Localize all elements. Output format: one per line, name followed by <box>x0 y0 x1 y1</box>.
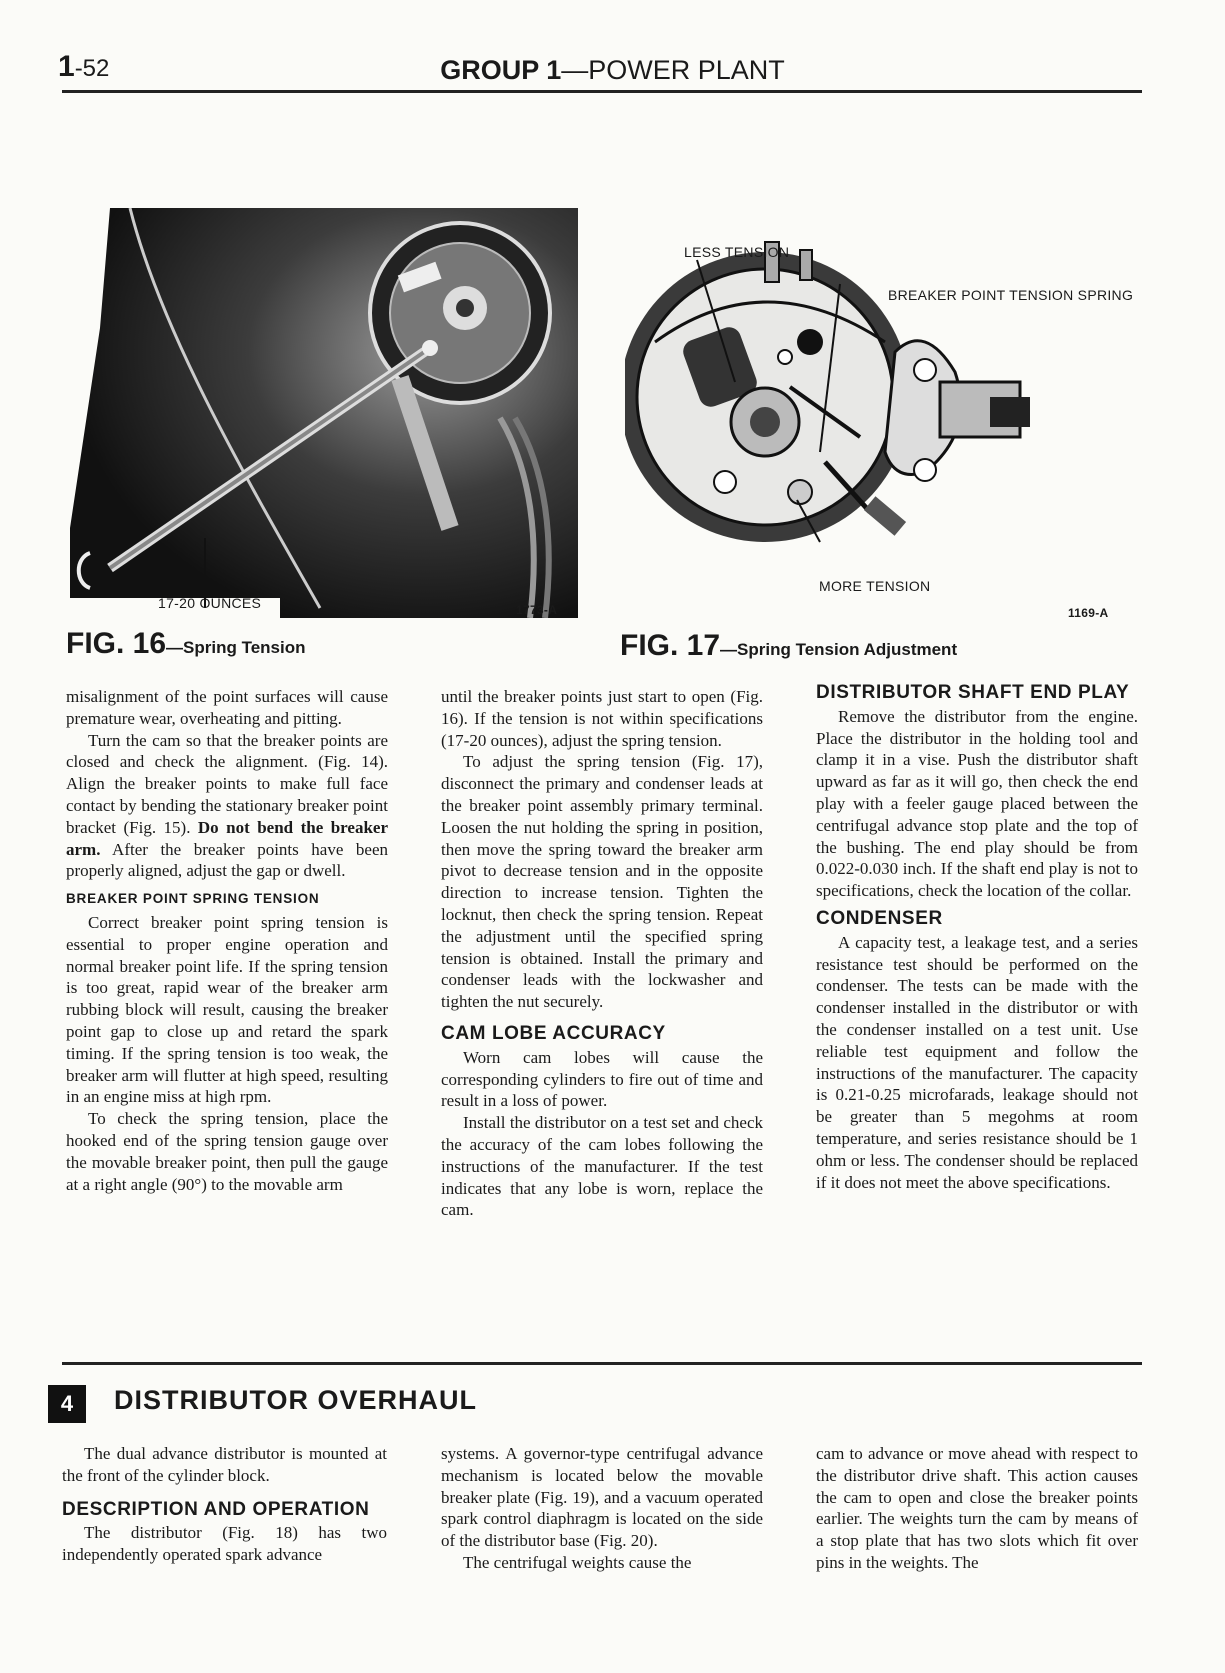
fig16-title: —Spring Tension <box>166 638 306 657</box>
heading-condenser: CONDENSER <box>816 907 943 929</box>
bottom-col3-para-1: cam to advance or move ahead with respect to the distributor drive shaft. This action causes the cam to open and close the breaker points earlier. The weights turn the cam by means of a stop plate that has two slots which fit over pins in the weights. The <box>816 1444 1138 1572</box>
fig16-label-ounces: 17-20 OUNCES <box>158 595 262 611</box>
fig17-label-tension-spring: BREAKER POINT TENSION SPRING <box>888 287 1134 303</box>
group-name: —POWER PLANT <box>561 55 785 85</box>
fig16-code: 1773-A <box>516 603 558 617</box>
header-rule <box>62 90 1142 93</box>
fig16-number: FIG. 16 <box>66 627 167 660</box>
bottom-col1-para-2: The distributor (Fig. 18) has two independently operated spark advance <box>62 1523 387 1565</box>
col2-para-2: To adjust the spring tension (Fig. 17), disconnect the primary and condenser leads at the breaker point assembly primary terminal. Loosen the nut holding the spring in position, then move the spring toward the breaker arm pivot to decrease tension and in the opposite direction to increase tension. Tighten the locknut, then check the spring tension. Repeat the adjustment until the specified spring tension is obtained. Install the primary and condenser leads with the lockwasher and tighten the nut securely. <box>441 752 763 1012</box>
fig17-number: FIG. 17 <box>620 629 721 662</box>
col2-para-4: Install the distributor on a test set and check the accuracy of the cam lobes following the instructions of the manufacturer. If the test indicates that any lobe is worn, replace the cam. <box>441 1113 763 1220</box>
col2-para-3: Worn cam lobes will cause the corresponding cylinders to fire out of time and result in a loss of power. <box>441 1047 763 1111</box>
fig17-title: —Spring Tension Adjustment <box>720 640 958 659</box>
section-rule <box>62 1362 1142 1365</box>
fig17-label-more-tension: MORE TENSION <box>819 578 931 594</box>
bottom-col2-para-2: The centrifugal weights cause the <box>463 1552 692 1572</box>
col1-para-3: Correct breaker point spring tension is essential to proper engine operation and normal breaker point life. If the spring tension is too great, rapid wear of the breaker arm rubbing block will result, causing the breaker point gap to close up and retard the spark timing. If the spring tension is too weak, the breaker arm will flutter at high speed, resulting in an engine miss at high rpm. <box>66 912 388 1107</box>
col2-para-1: until the breaker points just start to open (Fig. 16). If the tension is not within specifications (17-20 ounces), adjust the spring tension. <box>441 687 763 750</box>
col1-para-2a: Turn the cam so that the breaker points are closed and check the alignment. (Fig. 14). Align the breaker points to make full face contact by bending the stationary breaker point bracket (Fig. 15). <box>66 730 388 837</box>
heading-cam-lobe-accuracy: CAM LOBE ACCURACY <box>441 1022 666 1044</box>
col1-para-2c: After the breaker points have been properly aligned, adjust the gap or dwell. <box>66 839 388 881</box>
col1-para-4: To check the spring tension, place the hooked end of the spring tension gauge over the movable breaker point, then pull the gauge at a right angle (90°) to the movable arm <box>66 1109 388 1194</box>
fig17-caption <box>620 629 957 663</box>
section-number-badge: 4 <box>48 1385 86 1423</box>
bottom-column-3 <box>816 1443 1138 1574</box>
col3-para-1: Remove the distributor from the engine. Place the distributor in the holding tool and clamp it in a vise. Push the distributor shaft upward as far as it will go, then check the end play with a feeler gauge placed between the centrifugal advance stop plate and the top of the bushing. The end play should be from 0.022-0.030 inch. If the shaft end play is not to specifications, check the location of the collar. <box>816 706 1138 901</box>
bottom-col2-para-1: systems. A governor-type centrifugal advance mechanism is located below the movable breaker plate (Fig. 19), and a vacuum operated spark control diaphragm is located on the side of the distributor base (Fig. 20). <box>441 1444 763 1551</box>
fig16-caption <box>66 627 306 661</box>
column-3 <box>816 682 1138 1193</box>
col3-para-2: A capacity test, a leakage test, and a series resistance test should be performed on the condenser. The tests can be made with the condenser installed in the distributor or with the condenser installed on a test unit. Use reliable test equipment and follow the instructions of the manufacturer. The capacity is 0.21-0.25 microfarads, leakage should not be greater than 5 megohms at room temperature, and series resistance should be 1 ohm or less. The condenser should be replaced if it does not meet the above specifications. <box>816 932 1138 1192</box>
col1-para-2-emphasis: Do not bend the breaker arm. <box>66 817 388 859</box>
group-label: GROUP 1 <box>440 55 562 85</box>
page-number-prefix: 1 <box>58 50 75 83</box>
bottom-col1-para-1: The dual advance distributor is mounted at the front of the cylinder block. <box>62 1444 387 1485</box>
bottom-column-1 <box>62 1443 387 1566</box>
fig17-illustration <box>625 222 1095 577</box>
col1-para-2 <box>66 730 388 883</box>
heading-description-and-operation: DESCRIPTION AND OPERATION <box>62 1498 370 1520</box>
fig17-code: 1169-A <box>1068 606 1109 620</box>
column-2 <box>441 686 763 1221</box>
fig17-label-less-tension: LESS TENSION <box>684 244 790 260</box>
bottom-column-2 <box>441 1443 763 1574</box>
column-1 <box>66 686 388 1195</box>
fig16-photo <box>70 208 578 618</box>
page-number-suffix: -52 <box>74 55 110 82</box>
col1-para-1: misalignment of the point surfaces will cause premature wear, overheating and pitting. <box>66 687 388 728</box>
heading-distributor-shaft-end-play: DISTRIBUTOR SHAFT END PLAY <box>816 682 1130 703</box>
section-title: DISTRIBUTOR OVERHAUL <box>114 1385 478 1415</box>
heading-breaker-point-spring-tension: BREAKER POINT SPRING TENSION <box>66 891 320 907</box>
running-header <box>0 55 1225 86</box>
